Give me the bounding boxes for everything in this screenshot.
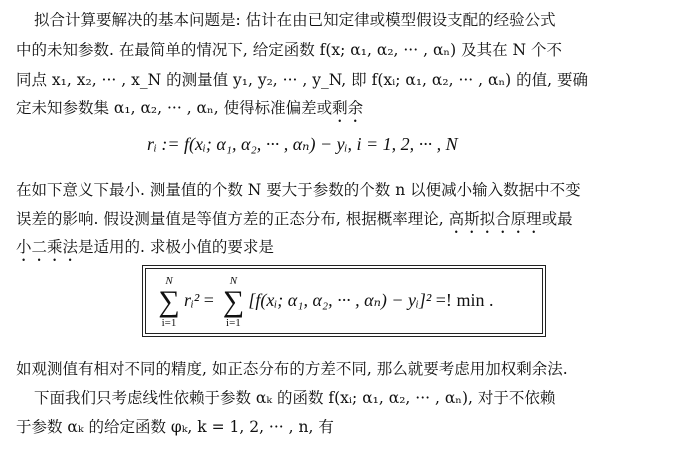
boxed-equation-content	[154, 275, 493, 329]
paragraph1-line4	[16, 96, 363, 126]
paragraph3-line1: 如观测值有相对不同的精度, 如正态分布的方差不同, 那么就要考虑用加权剩余法.	[16, 360, 568, 378]
equation-residual: rᵢ := f(xᵢ; α₁, α₂, ··· , αₙ) − yᵢ, i = 1, 2, ··· , N	[147, 134, 458, 154]
paragraph3-line3: 于参数 αₖ 的给定函数 φₖ, k = 1, 2, ··· , n, 有	[16, 418, 334, 436]
summation-lower-limit: i=1	[226, 317, 241, 329]
paragraph1-line2: 中的未知参数. 在最简单的情况下, 给定函数 f(x; α₁, α₂, ··· , αₙ) 及其在 N 个不	[16, 41, 563, 59]
lhs-term: rᵢ²	[184, 290, 200, 311]
paragraph2-line1: 在如下意义下最小. 测量值的个数 N 要大于参数的个数 n 以便减小输入数据中不变	[16, 181, 581, 199]
paragraph2-line2-text: 误差的影响. 假设测量值是等值方差的正态分布, 根据概率理论,	[16, 210, 449, 228]
boxed-equation	[145, 268, 543, 334]
summation-upper-limit: N	[165, 275, 173, 287]
paragraph1-line4-text: 定未知参数集 α₁, α₂, ··· , αₙ, 使得标准偏差或	[16, 99, 333, 117]
defined-equals: =!	[431, 290, 457, 311]
paragraph2-line3	[16, 235, 274, 265]
paragraph2-line3-text: 是适用的. 求极小值的要求是	[78, 238, 274, 256]
paragraph3-line2: 下面我们只考虑线性依赖于参数 αₖ 的函数 f(xᵢ; α₁, α₂, ··· , αₙ), 对于不依赖	[34, 389, 556, 407]
rhs-term: [f(xᵢ; α₁, α₂, ··· , αₙ) − yᵢ]²	[248, 290, 432, 311]
min-operator: min .	[456, 290, 494, 311]
paragraph2-line2-suffix: 或最	[541, 210, 573, 228]
paragraph2-line2	[16, 207, 573, 237]
emphasis-residual: 剩余	[332, 99, 364, 117]
paragraph1-line1: 拟合计算要解决的基本问题是: 估计在由已知定律或模型假设支配的经验公式	[34, 11, 556, 29]
summation-lhs: N ∑ i=1	[154, 275, 184, 329]
emphasis-gauss-principle: 高斯拟合原理	[448, 210, 542, 228]
equals-sign: =	[199, 290, 219, 311]
emphasis-least-squares: 小二乘法	[16, 238, 79, 256]
summation-rhs: N ∑ i=1	[218, 275, 248, 329]
summation-upper-limit: N	[229, 275, 238, 287]
paragraph1-line3: 同点 x₁, x₂, ··· , x_N 的测量值 y₁, y₂, ··· , y_N, 即 f(xᵢ; α₁, α₂, ··· , αₙ) 的值, 要确	[16, 71, 589, 89]
summation-lower-limit: i=1	[161, 317, 177, 329]
